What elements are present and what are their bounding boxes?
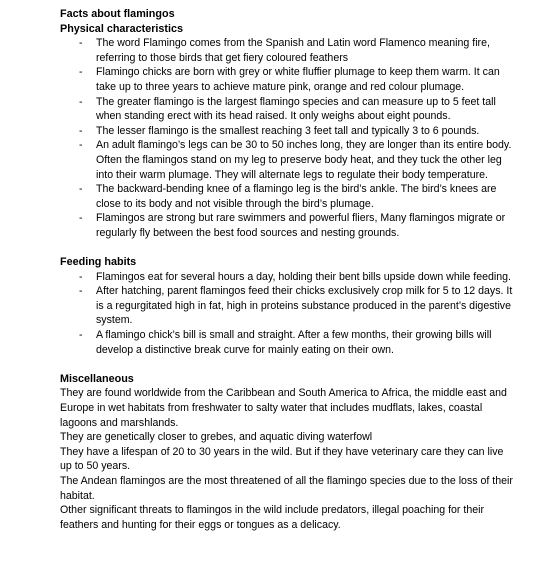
bullet-dash: -: [79, 183, 83, 196]
list-item-text: Flamingos are strong but rare swimmers and powerful fliers, Many flamingos migrate or regularly fly between the best food sources and nesting grounds.: [96, 212, 506, 239]
list-item-text: A flamingo chick’s bill is small and straight. After a few months, their growing bills will develop a distinctive break curve for mainly eating on their own.: [96, 329, 492, 356]
bullet-dash: -: [79, 95, 83, 108]
bullet-dash: -: [79, 285, 83, 298]
list-item: [60, 124, 515, 139]
bullet-dash: -: [79, 139, 83, 152]
list-item: [60, 284, 515, 328]
list-item-text: The lesser flamingo is the smallest reaching 3 feet tall and typically 3 to 6 pounds.: [96, 124, 480, 137]
list-item: [60, 328, 515, 357]
document-title: Facts about flamingos: [60, 8, 175, 20]
bullet-dash: -: [79, 270, 83, 283]
feeding-list: [60, 270, 515, 358]
list-item: [60, 138, 515, 182]
document-page: [60, 7, 515, 532]
list-item-text: The word Flamingo comes from the Spanish and Latin word Flamenco meaning fire, referring to those birds that get fiery coloured feathers: [96, 37, 490, 64]
list-item: [60, 36, 515, 65]
section-heading-feeding: Feeding habits: [60, 256, 137, 269]
list-item-text: The greater flamingo is the largest flamingo species and can measure up to 5 feet tall when standing erect with its head raised. It only weighs about eight pounds.: [96, 95, 496, 123]
list-item-text: An adult flamingo’s legs can be 30 to 50 inches long, they are longer than its entire body. Often the flamingos stand on my leg to preserve body heat, and they tuck the other leg into their warm plumage. They will alternate legs to regulate their body temperature.: [96, 139, 512, 181]
list-item: [60, 211, 515, 240]
bullet-dash: -: [79, 66, 83, 79]
paragraph: They are found worldwide from the Caribbean and South America to Africa, the middle east and Europe in wet habitats from freshwater to salty water that includes mudflats, lakes, coastal lagoons and marshlands.: [60, 387, 507, 429]
section-spacer: [60, 357, 515, 372]
section-heading-misc: Miscellaneous: [60, 372, 134, 385]
section-spacer: [60, 241, 515, 256]
list-item: [60, 182, 515, 211]
paragraph: They are genetically closer to grebes, and aquatic diving waterfowl: [60, 431, 373, 444]
list-item: [60, 65, 515, 94]
paragraph: The Andean flamingos are the most threatened of all the flamingo species due to the loss of their habitat.: [60, 475, 513, 502]
bullet-dash: -: [79, 212, 83, 225]
list-item-text: After hatching, parent flamingos feed their chicks exclusively crop milk for 5 to 12 days. It is a regurgitated high in fat, high in proteins substance produced in the parent’s digestive system.: [96, 285, 513, 327]
list-item-text: The backward-bending knee of a flamingo leg is the bird’s ankle. The bird’s knees are close to its body and not visible through the bird’s plumage.: [96, 183, 497, 210]
list-item: [60, 270, 515, 285]
bullet-dash: -: [79, 124, 83, 137]
bullet-dash: -: [79, 37, 83, 50]
paragraph: Other significant threats to flamingos in the wild include predators, illegal poaching for their feathers and hunting for their eggs or tongues as a delicacy.: [60, 504, 484, 531]
bullet-dash: -: [79, 329, 83, 342]
list-item-text: Flamingo chicks are born with grey or white fluffier plumage to keep them warm. It can take up to three years to achieve mature pink, orange and red colour plumage.: [96, 66, 500, 93]
paragraph: They have a lifespan of 20 to 30 years in the wild. But if they have veterinary care they can live up to 50 years.: [60, 445, 504, 473]
section-heading-physical: Physical characteristics: [60, 22, 184, 35]
physical-list: [60, 36, 515, 240]
list-item: [60, 95, 515, 124]
list-item-text: Flamingos eat for several hours a day, holding their bent bills upside down while feeding.: [96, 270, 511, 283]
